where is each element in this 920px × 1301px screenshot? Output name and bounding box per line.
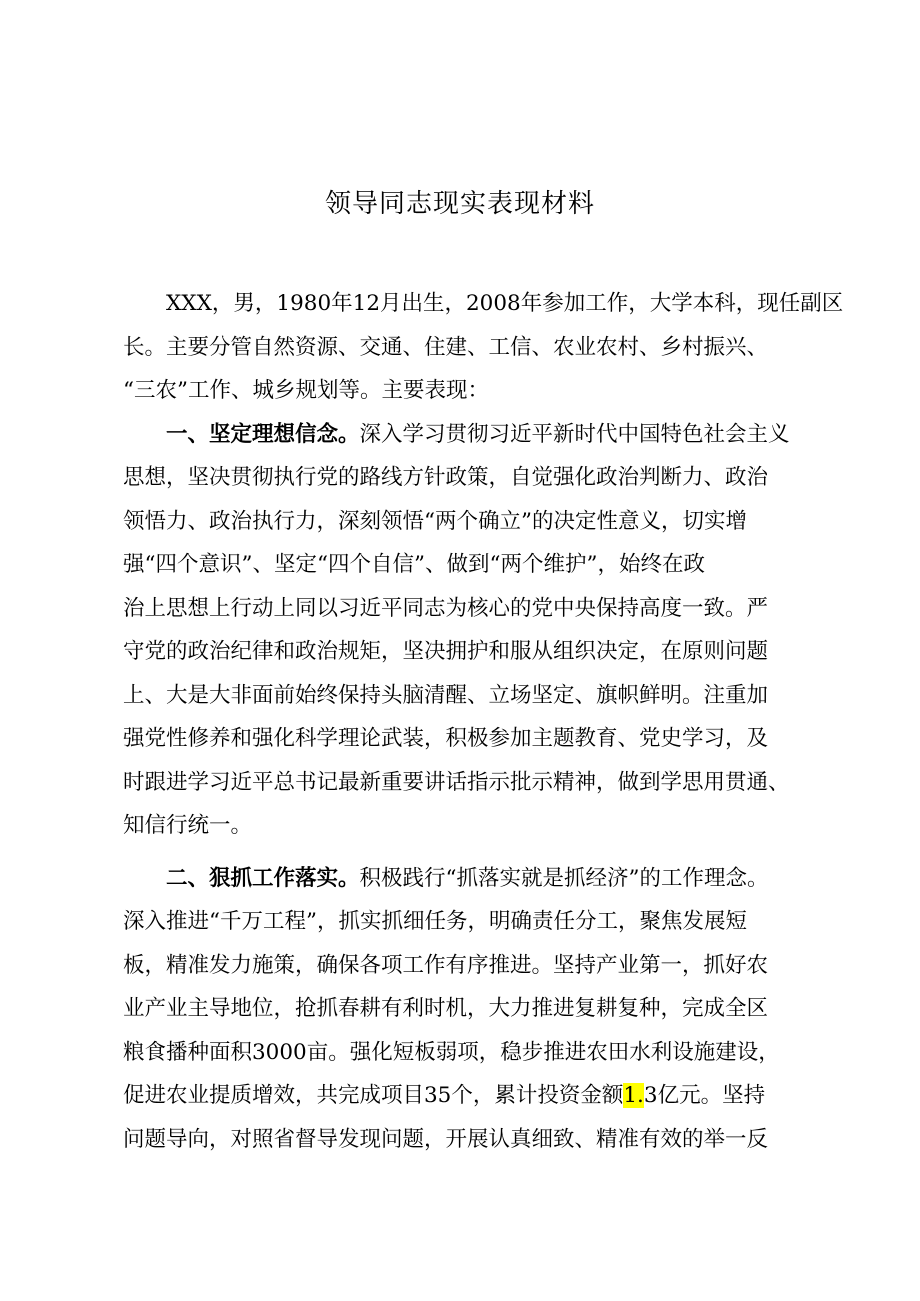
text-line: 知信行统一。 (123, 813, 253, 838)
section-2-heading: 二、狠抓工作落实。 (166, 865, 360, 891)
text-line: 守党的政治纪律和政治规矩，坚决拥护和服从组织决定，在原则问题 (123, 639, 769, 664)
document-body (123, 282, 844, 1161)
text-line (123, 857, 803, 901)
text-segment: 3亿元。坚持 (643, 1083, 766, 1108)
text-line: 治上思想上行动上同以习近平同志为核心的党中央保持高度一致。严 (123, 595, 769, 621)
text-line: 粮食播种面积3000亩。强化短板弱项，稳步推进农田水利设施建设， (123, 1039, 780, 1065)
text-line: 问题导向，对照省督导发现问题，开展认真细致、精准有效的举一反 (123, 1126, 769, 1152)
text-line: 时跟进学习近平总书记最新重要讲话指示批示精神，做到学思用贯通、 (123, 769, 790, 795)
text-line: 上、大是大非面前始终保持头脑清醒、立场坚定、旗帜鲜明。注重加 (123, 682, 769, 708)
section-1-text: 深入学习贯彻习近平新时代中国特色社会主义 (359, 421, 790, 447)
text-line (123, 1074, 803, 1118)
text-line: 领悟力、政治执行力，深刻领悟“两个确立”的决定性意义，切实增 (123, 508, 747, 534)
text-line: 板，精准发力施策，确保各项工作有序推进。坚持产业第一，抓好农 (123, 952, 769, 978)
section-2-text: 积极践行“抓落实就是抓经济”的工作理念。 (359, 865, 769, 891)
section-1-heading: 一、坚定理想信念。 (166, 421, 360, 447)
section-2-paragraph (123, 857, 803, 1162)
text-segment: 促进农业提质增效，共完成项目35个，累计投资金额 (123, 1083, 624, 1108)
text-line: 深入推进“千万工程”，抓实抓细任务，明确责任分工，聚焦发展短 (123, 909, 747, 934)
document-title: 领导同志现实表现材料 (324, 189, 595, 219)
highlighted-text: 1. (623, 1083, 644, 1108)
intro-paragraph (123, 282, 844, 413)
text-line: 长。主要分管自然资源、交通、住建、工信、农业农村、乡村振兴、 (123, 334, 769, 360)
text-line (123, 413, 803, 457)
text-line: 业产业主导地位，抢抓春耕有利时机，大力推进复耕复种，完成全区 (123, 996, 769, 1021)
text-line: XXX，男，1980年12月出生，2008年参加工作，大学本科，现任副区 (166, 291, 844, 316)
text-line: 思想，坚决贯彻执行党的路线方针政策，自觉强化政治判断力、政治 (123, 465, 769, 490)
text-line: 强党性修养和强化科学理论武装，积极参加主题教育、党史学习，及 (123, 726, 769, 751)
section-1-paragraph (123, 413, 803, 848)
text-line: 强“四个意识”、坚定“四个自信”、做到“两个维护”，始终在政 (123, 552, 705, 577)
text-line: “三农”工作、城乡规划等。主要表现： (123, 378, 489, 403)
